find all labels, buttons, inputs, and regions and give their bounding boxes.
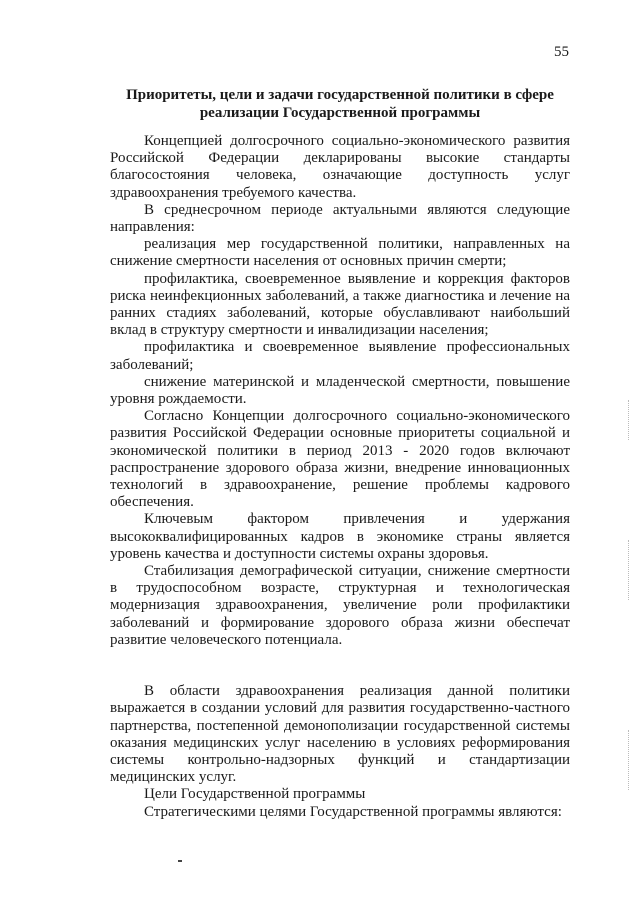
paragraph: профилактика и своевременное выявление профессиональных заболеваний; — [110, 339, 570, 373]
paragraph: Концепцией долгосрочного социально-экономического развития Российской Федерации декларированы высокие стандарты благосостояния человека, означающие доступность услуг здравоохранения требуемого качества. — [110, 133, 570, 201]
scan-edge-mark — [628, 730, 630, 790]
paragraph: В области здравоохранения реализация данной политики выражается в создании условий для развития государственно-частного партнерства, постепенной демонополизации государственной системы оказания медицинских услуг населению в условиях реформирования системы контрольно-надзорных функций и стандартизации медицинских услуг. — [110, 683, 570, 786]
paragraph: Стабилизация демографической ситуации, снижение смертности в трудоспособном возрасте, структурная и технологическая модернизация здравоохранения, увеличение роли профилактики заболеваний и формирование здорового образа жизни обеспечат развитие человеческого потенциала. — [110, 563, 570, 648]
paragraph: Ключевым фактором привлечения и удержания высококвалифицированных кадров в экономике страны является уровень качества и доступности системы охраны здоровья. — [110, 511, 570, 562]
paragraph: профилактика, своевременное выявление и коррекция факторов риска неинфекционных заболеваний, а также диагностика и лечение на ранних стадиях заболеваний, которые обуславливают наибольший вклад в структуру смертности и инвалидизации населения; — [110, 270, 570, 339]
subsection-heading: Цели Государственной программы — [144, 786, 366, 803]
lead-sentence: Стратегическими целями Государственной программы являются: — [144, 803, 562, 820]
scan-edge-mark — [628, 400, 630, 440]
section-title: Приоритеты, цели и задачи государственной политики в сфере реализации Государственной программы — [126, 87, 554, 121]
document-body — [110, 133, 570, 821]
paragraph: В среднесрочном периоде актуальными являются следующие направления: — [110, 201, 570, 236]
paragraph: снижение материнской и младенческой смертности, повышение уровня рождаемости. — [110, 373, 570, 408]
scan-speck — [178, 860, 182, 862]
scan-edge-mark — [628, 540, 630, 600]
paragraph: реализация мер государственной политики, направленных на снижение смертности населения от основных причин смерти; — [110, 236, 570, 270]
page-number: 55 — [554, 44, 569, 60]
paragraph: Согласно Концепции долгосрочного социально-экономического развития Российской Федерации основные приоритеты социальной и экономической политики в период 2013 - 2020 годов включают распространение здорового образа жизни, внедрение инновационных технологий в здравоохранение, решение проблемы кадрового обеспечения. — [110, 408, 570, 511]
